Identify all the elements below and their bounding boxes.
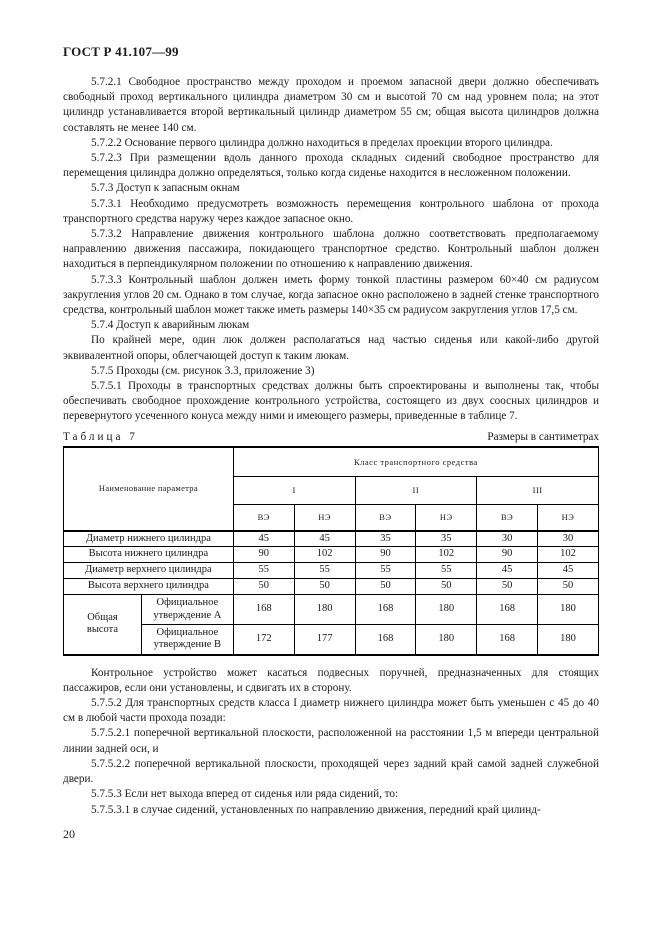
subcol-header: НЭ xyxy=(538,505,599,531)
document-header: ГОСТ Р 41.107—99 xyxy=(63,44,179,59)
cell: 50 xyxy=(294,579,355,595)
subcol-header: ВЭ xyxy=(477,505,538,531)
cell: 50 xyxy=(538,579,599,595)
cell: 180 xyxy=(294,595,355,625)
paragraph: 5.7.3.2 Направление движения контрольного шаблона должно соответствовать предполагаемому направлению движения пассажира, покидающего транспортное средство. Контрольный шаблон должен находиться в перпендикулярном положении по отношению к направлению движения. xyxy=(63,228,599,271)
cell: 168 xyxy=(477,595,538,625)
section-heading: 5.7.3 Доступ к запасным окнам xyxy=(91,182,240,195)
cell: 35 xyxy=(355,531,416,547)
page-number: 20 xyxy=(63,827,75,841)
param-header: Наименование параметра xyxy=(64,447,234,531)
class-col-header: III xyxy=(477,477,599,505)
table-row xyxy=(64,563,599,579)
cell: 102 xyxy=(416,547,477,563)
paragraph: По крайней мере, один люк должен располагаться над частью сиденья или какой-либо другой эквивалентной опоры, облегчающей доступ к таким люкам. xyxy=(63,334,599,362)
row-label: Официальное утверждение А xyxy=(141,595,233,625)
paragraph: 5.7.5.2.2 поперечной вертикальной плоскости, проходящей через задний край самой задней служебной двери. xyxy=(63,757,599,786)
cell: 168 xyxy=(233,595,294,625)
paragraph: 5.7.2.1 Свободное пространство между проходом и проемом запасной двери должно обеспечивать свободный проход вертикального цилиндра диаметром 30 см и высотой 70 см над уровнем пола; на этот цилиндр устанавливается второй вертикальный цилиндр диаметром 55 см; общая высота цилиндров должна составлять не менее 140 см. xyxy=(63,76,599,134)
cell: 168 xyxy=(355,595,416,625)
parameters-table xyxy=(63,446,599,656)
table-caption xyxy=(63,427,599,444)
cell: 90 xyxy=(477,547,538,563)
class-header: Класс транспортного средства xyxy=(233,447,598,477)
paragraph: 5.7.3.3 Контрольный шаблон должен иметь форму тонкой пластины размером 60×40 см радиусом закругления углов 20 см. Однако в том случае, когда запасное окно расположено в задней стенке транспортного средства, контрольный шаблон может также иметь размеры 140×35 см радиусом закругления углов 17,5 см. xyxy=(63,273,599,317)
cell: 50 xyxy=(233,579,294,595)
table-row xyxy=(64,547,599,563)
row-label: Официальное утверждение В xyxy=(141,625,233,655)
cell: 50 xyxy=(416,579,477,595)
paragraph: 5.7.2.3 При размещении вдоль данного прохода складных сидений свободное пространство для перемещения цилиндра должно определяться, только когда сиденье находится в несложенном положении. xyxy=(63,152,599,180)
cell: 90 xyxy=(355,547,416,563)
cell: 180 xyxy=(416,595,477,625)
cell: 172 xyxy=(233,625,294,655)
table-title: Таблица 7 xyxy=(63,430,138,443)
table-row xyxy=(64,595,599,625)
cell: 55 xyxy=(416,563,477,579)
table-row xyxy=(64,531,599,547)
row-label: Высота верхнего цилиндра xyxy=(64,579,234,595)
cell: 168 xyxy=(355,625,416,655)
cell: 45 xyxy=(538,563,599,579)
cell: 55 xyxy=(233,563,294,579)
section-heading: 5.7.5 Проходы (см. рисунок 3.3, приложение 3) xyxy=(91,364,315,377)
table-units: Размеры в сантиметрах xyxy=(487,430,599,443)
cell: 180 xyxy=(538,625,599,655)
cell: 168 xyxy=(477,625,538,655)
row-label: Диаметр нижнего цилиндра xyxy=(64,531,234,547)
row-label: Диаметр верхнего цилиндра xyxy=(64,563,234,579)
paragraph: 5.7.5.3 Если нет выхода вперед от сиденья или ряда сидений, то: xyxy=(91,788,399,801)
cell: 50 xyxy=(477,579,538,595)
table-row xyxy=(64,579,599,595)
cell: 45 xyxy=(294,531,355,547)
total-height-label: Общая высота xyxy=(64,595,142,655)
cell: 30 xyxy=(477,531,538,547)
table-row xyxy=(64,625,599,655)
subcol-header: НЭ xyxy=(416,505,477,531)
subcol-header: ВЭ xyxy=(233,505,294,531)
cell: 45 xyxy=(477,563,538,579)
paragraph: 5.7.2.2 Основание первого цилиндра должно находиться в пределах проекции второго цилиндра. xyxy=(91,136,553,149)
cell: 177 xyxy=(294,625,355,655)
cell: 30 xyxy=(538,531,599,547)
section-heading: 5.7.4 Доступ к аварийным люкам xyxy=(91,319,250,332)
paragraph: 5.7.5.1 Проходы в транспортных средствах должны быть спроектированы и выполнены так, чтобы обеспечивать свободное прохождение контрольного устройства, состоящего из двух соосных цилиндров и перевернутого усеченного конуса между ними и имеющего размеры, приведенные в таблице 7. xyxy=(63,380,599,423)
row-label: Высота нижнего цилиндра xyxy=(64,547,234,563)
cell: 102 xyxy=(294,547,355,563)
class-col-header: II xyxy=(355,477,477,505)
class-col-header: I xyxy=(233,477,355,505)
cell: 180 xyxy=(416,625,477,655)
paragraph: 5.7.5.2 Для транспортных средств класса I диаметр нижнего цилиндра может быть уменьшен с 45 до 40 см в любой части прохода позади: xyxy=(63,697,599,725)
paragraph: Контрольное устройство может касаться подвесных поручней, предназначенных для стоящих пассажиров, если они установлены, и сдвигать их в сторону. xyxy=(63,666,599,694)
document-body xyxy=(63,75,599,818)
cell: 180 xyxy=(538,595,599,625)
cell: 90 xyxy=(233,547,294,563)
cell: 55 xyxy=(355,563,416,579)
cell: 45 xyxy=(233,531,294,547)
paragraph: 5.7.5.2.1 поперечной вертикальной плоскости, расположенной на расстоянии 1,5 м впереди центральной линии задней оси, и xyxy=(63,727,599,755)
paragraph: 5.7.3.1 Необходимо предусмотреть возможность перемещения контрольного шаблона от прохода транспортного средства наружу через каждое запасное окно. xyxy=(63,197,599,225)
subcol-header: НЭ xyxy=(294,505,355,531)
cell: 35 xyxy=(416,531,477,547)
subcol-header: ВЭ xyxy=(355,505,416,531)
cell: 50 xyxy=(355,579,416,595)
cell: 102 xyxy=(538,547,599,563)
cell: 55 xyxy=(294,563,355,579)
paragraph: 5.7.5.3.1 в случае сидений, установленных по направлению движения, передний край цилинд- xyxy=(91,803,541,816)
